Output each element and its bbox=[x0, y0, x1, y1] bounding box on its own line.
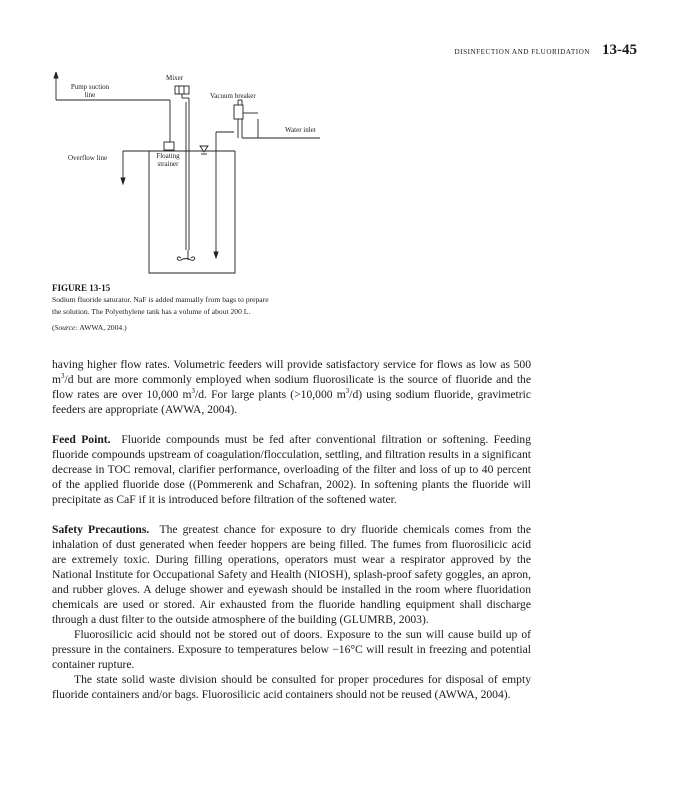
text-run: /d. For large plants (>10,000 m bbox=[195, 388, 346, 401]
safety-text: The greatest chance for exposure to dry fluoride chemicals comes from the inhalation of dust generated when feeder hoppers are being filled. The fumes from fluorosilicic acid are extremely toxic. During filling operations, operators must wear a respirator approved by the National Institute for Occupational Safety and Health (NIOSH), splash-proof safety goggles, an apron, and rubber gloves. A deluge shower and eyewash should be installed in the room where fluoridation chemicals are used or stored. Air exhausted from the fluoride handling equipment shall discharge through a dust filter to the outside atmosphere of the building (GLUMRB, 2003). bbox=[52, 523, 531, 626]
paragraph-safety bbox=[52, 522, 531, 627]
tank-outline bbox=[149, 151, 235, 273]
feed-point-text: Fluoride compounds must be fed after conventional filtration or softening. Feeding fluoride compounds upstream of coagulation/flocculation, settling, and filtration results in a significant decrease in TOC removal, clarifier performance, overloading of the filter and loss of up to 40 percent of the applied fluoride dose ((Pommerenk and Schafran, 2002). In softening plants the fluoride will precipitate as CaF if it is introduced before filtration of the softened water. bbox=[52, 433, 532, 506]
vacuum-breaker bbox=[234, 105, 243, 119]
source-text: AWWA, 2004. bbox=[79, 323, 125, 333]
running-title: DISINFECTION AND FLUORIDATION bbox=[454, 48, 590, 56]
text-run: having higher flow rates. Volumetric feeders will provide satisfactory service for flows as low as 500 m bbox=[52, 358, 531, 386]
paragraph-storage: Fluorosilicic acid should not be stored out of doors. Exposure to the sun will cause build up of pressure in the containers. Exposure to temperatures below −16°C will result in freezing and potential container rupture. bbox=[52, 628, 531, 671]
source-close-paren: ) bbox=[124, 323, 127, 333]
superscript: 3 bbox=[61, 372, 65, 381]
mixer-impeller bbox=[177, 257, 195, 260]
body-text bbox=[52, 357, 531, 702]
figure-caption bbox=[52, 283, 352, 335]
floating-strainer-label-line2: strainer bbox=[157, 160, 179, 169]
caption-source bbox=[52, 322, 352, 334]
safety-heading: Safety Precautions. bbox=[52, 523, 150, 536]
source-open-paren: ( bbox=[52, 323, 55, 333]
running-head bbox=[455, 42, 638, 59]
floating-strainer bbox=[164, 142, 174, 150]
overflow-line-label: Overflow line bbox=[68, 154, 108, 162]
floating-strainer-label bbox=[152, 152, 184, 168]
feed-point-heading: Feed Point. bbox=[52, 433, 111, 446]
mixer bbox=[175, 86, 189, 94]
floating-strainer-label-line1: Floating bbox=[156, 152, 180, 160]
caption-line-1: Sodium fluoride saturator. NaF is added manually from bags to prepare bbox=[52, 295, 269, 304]
source-label: Source: bbox=[54, 323, 78, 333]
paragraph-flow-rates bbox=[52, 357, 531, 417]
page-number: 13-45 bbox=[602, 42, 637, 58]
paragraph-feed-point bbox=[52, 432, 531, 507]
saturator-figure bbox=[48, 72, 338, 290]
pump-suction-label bbox=[58, 83, 122, 99]
water-inlet-label: Water inlet bbox=[285, 126, 316, 134]
figure-number: FIGURE 13-15 bbox=[52, 283, 111, 293]
caption-line-2: the solution. The Polyethylene tank has a volume of about 200 L. bbox=[52, 307, 251, 317]
vacuum-breaker-label: Vacuum breaker bbox=[210, 92, 256, 100]
text-run: /d but are more commonly employed when sodium fluorosilicate is the source of fluoride and the flow rates are over 10,000 m bbox=[52, 373, 531, 401]
pump-suction-label-line2: line bbox=[84, 91, 96, 100]
pump-suction-label-line1: Pump suction bbox=[70, 83, 110, 91]
superscript: 3 bbox=[191, 387, 196, 396]
saturator-diagram bbox=[48, 72, 338, 282]
superscript: 3 bbox=[345, 387, 350, 396]
mixer-label: Mixer bbox=[166, 74, 184, 82]
text-run: /d) using sodium fluoride, gravimetric feeders are appropriate (AWWA, 2004). bbox=[52, 388, 531, 416]
paragraph-disposal: The state solid waste division should be consulted for proper procedures for disposal of empty fluoride containers and/or bags. Fluorosilicic acid containers should not be reused (AWWA, 2004). bbox=[52, 673, 531, 701]
